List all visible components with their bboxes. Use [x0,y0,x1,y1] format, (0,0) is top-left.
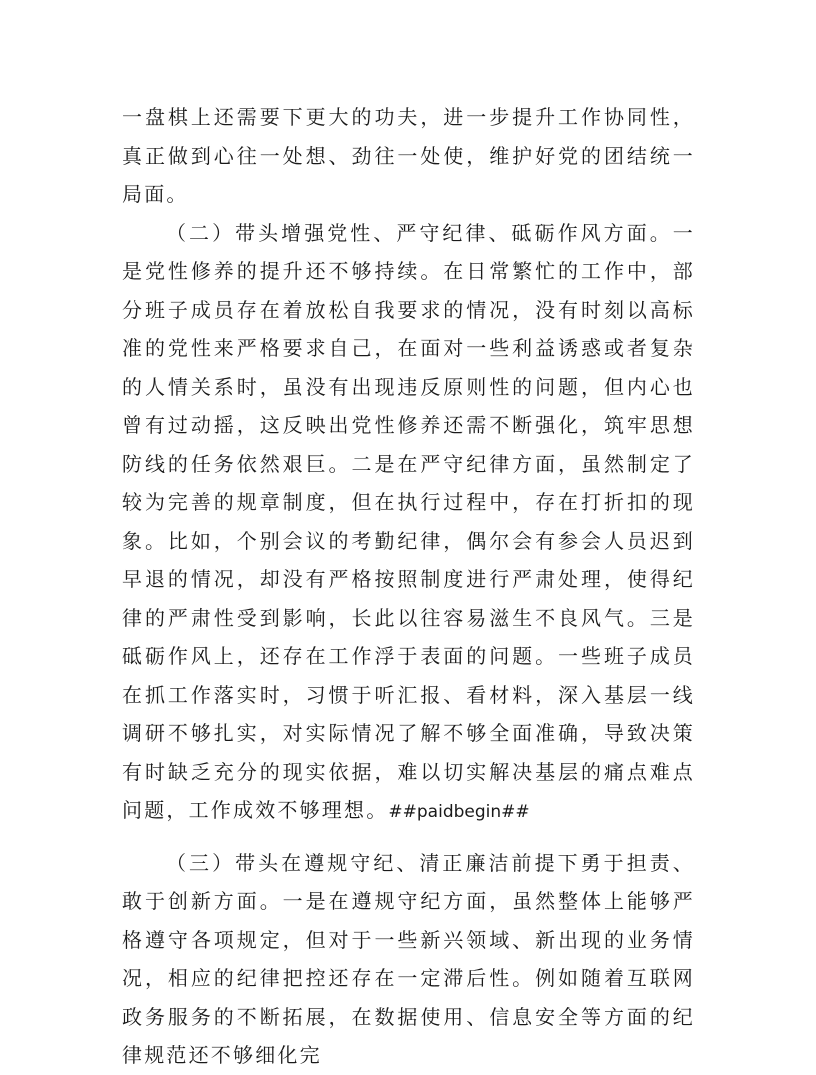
paragraph-continuation: 一盘棋上还需要下更大的功夫，进一步提升工作协同性，真正做到心往一处想、劲往一处使，维护好党的团结统一局面。 [122,105,695,206]
paragraph-section-two [122,214,695,832]
paid-begin-marker: ##paidbegin## [388,802,530,822]
paragraph-section-three: （三）带头在遵规守纪、清正廉洁前提下勇于担责、敢于创新方面。一是在遵规守纪方面，虽然整体上能够严格遵守各项规定，但对于一些新兴领域、新出现的业务情况，相应的纪律把控还存在一定滞后性。例如随着互联网政务服务的不断拓展，在数据使用、信息安全等方面的纪律规范还不够细化完 [122,850,695,1067]
document-page [122,98,695,1075]
paragraph-section-two-text: （二）带头增强党性、严守纪律、砥砺作风方面。一是党性修养的提升还不够持续。在日常繁忙的工作中，部分班子成员存在着放松自我要求的情况，没有时刻以高标准的党性来严格要求自己，在面对一些利益诱惑或者复杂的人情关系时，虽没有出现违反原则性的问题，但内心也曾有过动摇，这反映出党性修养还需不断强化，筑牢思想防线的任务依然艰巨。二是在严守纪律方面，虽然制定了较为完善的规章制度，但在执行过程中，存在打折扣的现象。比如，个别会议的考勤纪律，偶尔会有参会人员迟到早退的情况，却没有严格按照制度进行严肃处理，使得纪律的严肃性受到影响，长此以往容易滋生不良风气。三是砥砺作风上，还存在工作浮于表面的问题。一些班子成员在抓工作落实时，习惯于听汇报、看材料，深入基层一线调研不够扎实，对实际情况了解不够全面准确，导致决策有时缺乏充分的现实依据，难以切实解决基层的痛点难点问题，工作成效不够理想。 [122,220,695,822]
